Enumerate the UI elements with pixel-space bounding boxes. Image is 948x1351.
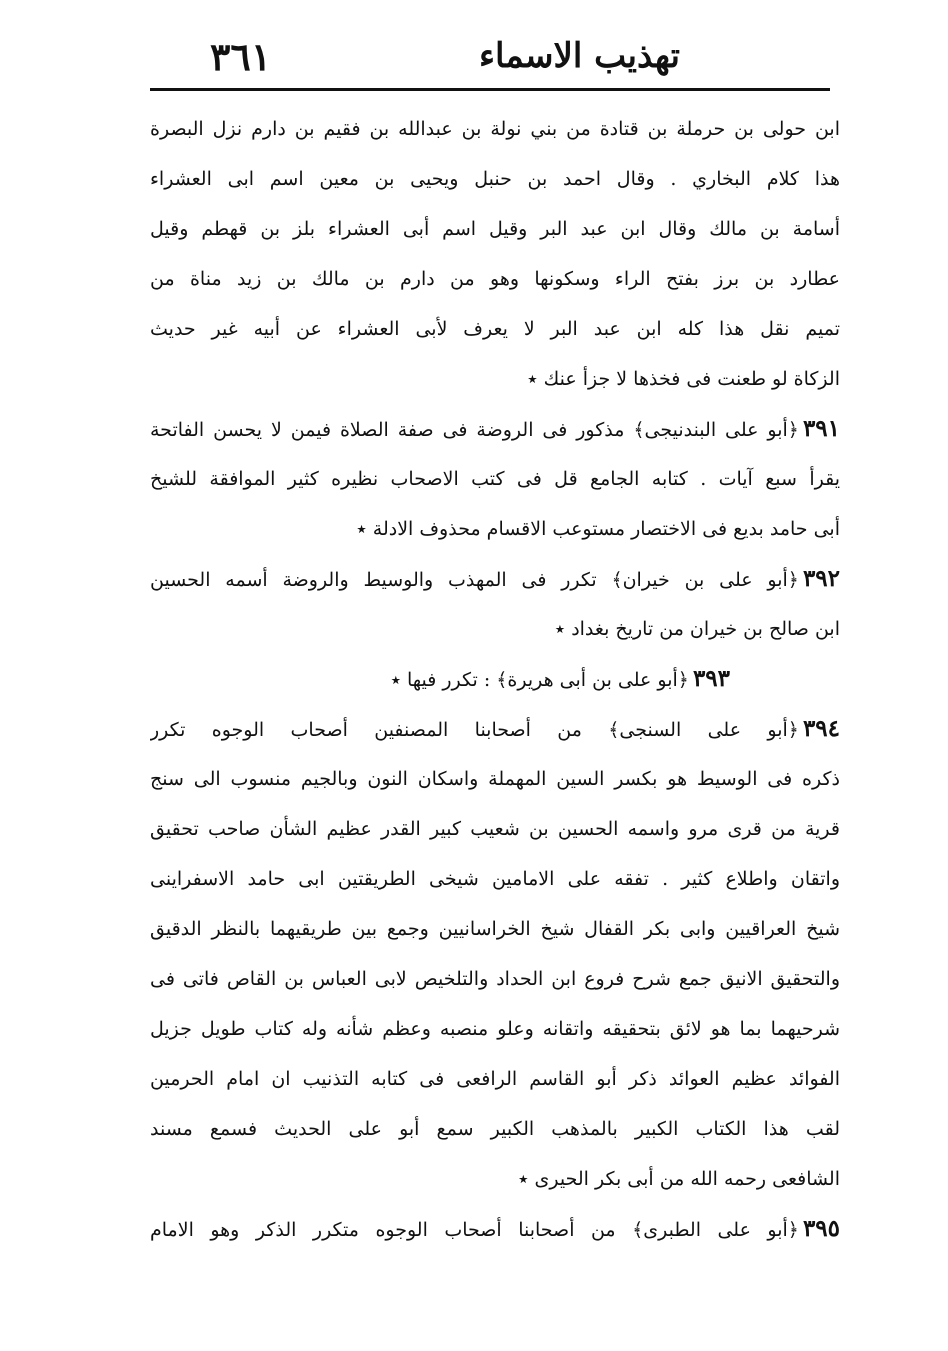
line-text: ﴿أبو على الطبرى﴾ من أصحابنا أصحاب الوجوه متكرر الذكر وهو الامام	[150, 1219, 799, 1241]
line-text: واتقان واطلاع كثير . تفقه على الامامين شيخى الطريقتين ابى حامد الاسفراينى	[150, 868, 840, 890]
entry-first-line	[150, 704, 840, 754]
line-text: ﴿أبو على بن أبى هريرة﴾ : تكرر فيها ٭	[390, 669, 689, 691]
entry-first-line	[150, 554, 840, 604]
entry-number: ٣٩١	[802, 415, 840, 442]
entry-number: ٣٩٣	[692, 665, 730, 692]
text-line	[150, 604, 840, 654]
header-rule	[150, 88, 830, 91]
text-line	[150, 1154, 840, 1204]
line-text: تميم نقل هذا كله ابن عبد البر لا يعرف لأبى العشراء عن أبيه غير حديث	[150, 318, 840, 340]
line-text: الزكاة لو طعنت فى فخذها لا جزأ عنك ٭	[527, 368, 840, 390]
line-text: ﴿أبو على بن خيران﴾ تكرر فى المهذب والوسيط والروضة أسمه الحسين	[150, 569, 799, 591]
line-text: الشافعى رحمه الله من أبى بكر الحيرى ٭	[518, 1168, 840, 1190]
entry-number: ٣٩٥	[802, 1215, 840, 1242]
text-line	[150, 954, 840, 1004]
line-text: شيخ العراقيين وابى بكر القفال شيخ الخراسانيين وجمع بين طريقيهما بالنظر الدقيق	[150, 918, 840, 940]
line-text: لقب هذا الكتاب الكبير بالمذهب الكبير سمع أبو على الحديث فسمع مسند	[150, 1118, 840, 1140]
entry-number: ٣٩٤	[802, 715, 840, 742]
line-text: ﴿أبو على السنجى﴾ من أصحابنا المصنفين أصحاب الوجوه تكرر	[150, 719, 799, 741]
text-line	[150, 804, 840, 854]
entry-number: ٣٩٢	[802, 565, 840, 592]
line-text: والتحقيق الانيق جمع شرح فروع ابن الحداد والتلخيص لابى العباس بن القاص فاتى فى	[150, 968, 840, 990]
line-text: أبى حامد بديع فى الاختصار مستوعب الاقسام محذوف الادلة ٭	[356, 518, 840, 540]
text-line	[150, 254, 840, 304]
line-text: عطارد بن برز بفتح الراء وسكونها وهو من دارم بن مالك بن زيد مناة من	[150, 268, 840, 290]
page-header	[150, 28, 830, 90]
text-line	[150, 1054, 840, 1104]
text-line	[150, 304, 840, 354]
line-text: ابن حولى بن حرملة بن قتادة من بني نولة بن عبدالله بن فقيم بن دارم نزل البصرة	[150, 118, 840, 140]
entry-first-line	[150, 404, 840, 454]
body-text	[150, 104, 840, 1254]
text-line	[150, 754, 840, 804]
text-line	[150, 154, 840, 204]
text-line	[150, 504, 840, 554]
running-title: تهذيب الاسماء	[479, 36, 680, 76]
line-text: قرية من قرى مرو واسمه الحسين بن شعيب كبير القدر عظيم الشأن صاحب تحقيق	[150, 818, 840, 840]
text-line	[150, 354, 840, 404]
text-line	[150, 104, 840, 154]
entry-first-line	[150, 1204, 840, 1254]
text-line	[150, 204, 840, 254]
line-text: ﴿أبو على البندنيجى﴾ مذكور فى الروضة فى صفة الصلاة فيمن لا يحسن الفاتحة	[150, 419, 799, 441]
line-text: ذكره فى الوسيط هو بكسر السين المهملة واسكان النون وبالجيم منسوب الى سنج	[150, 768, 840, 790]
text-line	[150, 854, 840, 904]
text-line	[150, 1104, 840, 1154]
line-text: أسامة بن مالك وقال ابن عبد البر وقيل اسم أبى العشراء بلز بن قهطم وقيل	[150, 218, 840, 240]
text-line	[150, 454, 840, 504]
line-text: هذا كلام البخاري . وقال احمد بن حنبل ويحيى بن معين اسم ابى العشراء	[150, 168, 840, 190]
line-text: الفوائد عظيم العوائد ذكر أبو القاسم الرافعى فى كتابه التذنيب ان امام الحرمين	[150, 1068, 840, 1090]
line-text: شرحيهما بما هو لائق بتحقيقه واتقانه وعلو منصبه وعظم شأنه وله كتاب طويل جزيل	[150, 1018, 840, 1040]
line-text: يقرأ سبع آيات . كتابه الجامع قل فى كتب الاصحاب نظيره كثير الموافقة للشيخ	[150, 468, 840, 490]
text-line	[150, 1004, 840, 1054]
page-number: ٣٦١	[210, 34, 272, 79]
line-text: ابن صالح بن خيران من تاريخ بغداد ٭	[554, 618, 840, 640]
text-line	[150, 904, 840, 954]
entry-first-line	[150, 654, 840, 704]
